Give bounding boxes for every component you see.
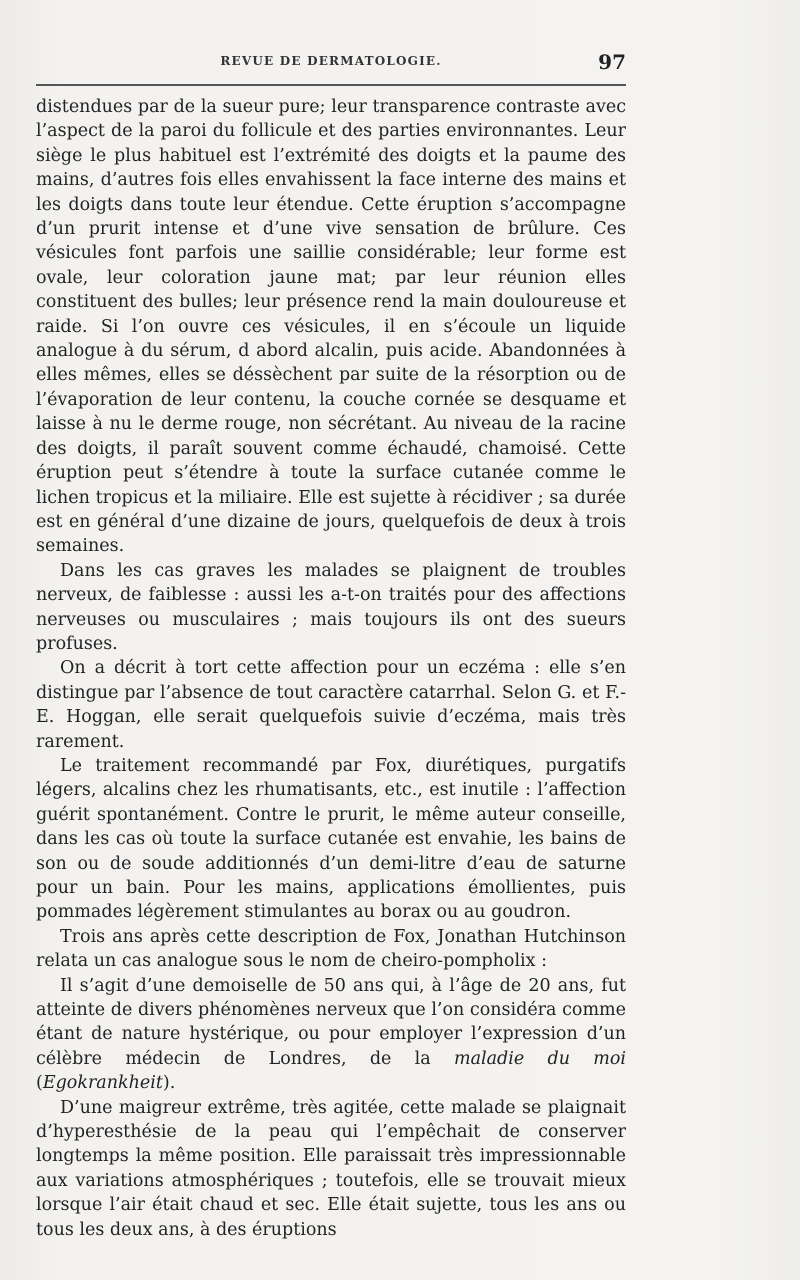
header-rule bbox=[36, 84, 626, 86]
paragraph-severe-cases: Dans les cas graves les malades se plaignent de troubles nerveux, de faiblesse : aussi les a-t-on traités pour des affections nerveuses ou musculaires ; mais toujours ils ont des sueurs profuses. bbox=[36, 560, 626, 654]
case-italic-maladie: maladie du moi bbox=[454, 1048, 626, 1069]
paragraph-continued: distendues par de la sueur pure; leur transparence contraste avec l’aspect de la paroi du follicule et des parties environnantes. Leur siège le plus habituel est l’extrémité des doigts et la paume des mains, d’autres fois elles envahissent la face interne des mains et les doigts dans toute leur étendue. Cette éruption s’accompagne d’un prurit intense et d’une vive sensation de brûlure. Ces vésicules font parfois une saillie considérable; leur forme est ovale, leur coloration jaune mat; par leur réunion elles constituent des bulles; leur présence rend la main douloureuse et raide. Si l’on ouvre ces vésicules, il en s’écoule un liquide analogue à du sérum, d abord alcalin, puis acide. Abandonnées à elles mêmes, elles se déssèchent par suite de la résorption ou de l’évaporation de leur contenu, la couche cornée se desquame et laisse à nu le derme rouge, non sécrétant. Au niveau de la racine des doigts, il paraît souvent comme échaudé, chamoisé. Cette éruption peut s’étendre à toute la surface cutanée comme le lichen tropicus et la miliaire. Elle est sujette à récidiver ; sa durée est en général d’une dizaine de jours, quelquefois de deux à trois semaines. bbox=[36, 97, 626, 557]
running-title: REVUE DE DERMATOLOGIE. bbox=[220, 54, 442, 68]
paragraph-patient: D’une maigreur extrême, très agitée, cette malade se plaignait d’hyperesthésie de la peau qui l’empêchait de conserver longtemps la même position. Elle paraissait très impressionnable aux variations atmosphériques ; toutefois, elle se trouvait mieux lorsque l’air était chaud et sec. Elle était sujette, tous les ans ou tous les deux ans, à des éruptions bbox=[36, 1097, 626, 1240]
page-number: 97 bbox=[598, 50, 626, 74]
paragraph-hutchinson: Trois ans après cette description de Fox, Jonathan Hutchinson relata un cas analogue sous le nom de cheiro-pompholix : bbox=[36, 926, 626, 972]
paragraph-eczema: On a décrit à tort cette affection pour un eczéma : elle s’en distingue par l’absence de tout caractère catarrhal. Selon G. et F.-E. Hoggan, elle serait quelquefois suivie d’eczéma, mais très rarement. bbox=[36, 658, 626, 752]
case-text-after: ). bbox=[162, 1073, 176, 1094]
case-text-middle: ( bbox=[36, 1073, 43, 1094]
case-text-before: Il s’agit d’une demoiselle de 50 ans qui, à l’âge de 20 ans, fut atteinte de divers phénomènes nerveux que l’on considéra comme étant de nature hystérique, ou pour employer l’expression d’un célèbre médecin de Londres, de la bbox=[36, 975, 626, 1069]
page-header bbox=[36, 50, 626, 76]
paragraph-case bbox=[36, 974, 626, 1096]
body-text bbox=[36, 95, 626, 1242]
case-italic-egokrankheit: Egokrankheit bbox=[42, 1073, 163, 1094]
paragraph-treatment: Le traitement recommandé par Fox, diurétiques, purgatifs légers, alcalins chez les rhumatisants, etc., est inutile : l’affection guérit spontanément. Contre le prurit, le même auteur conseille, dans les cas où toute la surface cutanée est envahie, les bains de son ou de soude additionnés d’un demi-litre d’eau de saturne pour un bain. Pour les mains, applications émollientes, puis pommades légèrement stimulantes au borax ou au goudron. bbox=[36, 755, 626, 923]
